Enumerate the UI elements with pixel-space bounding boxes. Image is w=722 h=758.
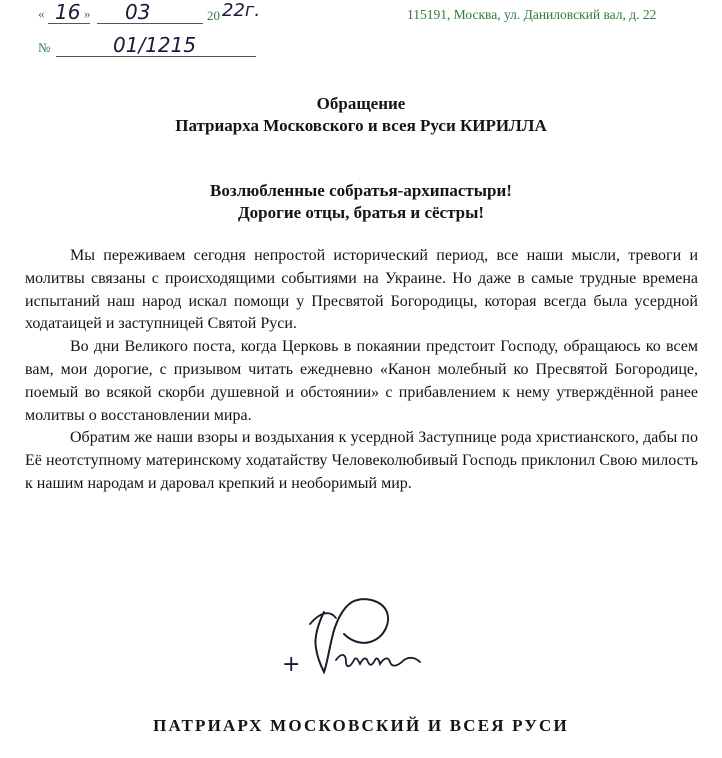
address: 115191, Москва, ул. Даниловский вал, д. 22 <box>407 7 657 22</box>
document-title <box>0 93 722 137</box>
handwritten-signature <box>280 590 440 685</box>
paragraph-1: Мы переживаем сегодня непростой исторический период, все наши мысли, тревоги и молитвы связаны с происходящими событиями на Украине. Но даже в самые трудные времена испытаний наш народ искал помощи у Пресвятой Богородицы, которая всегда была усердной ходатаицей и заступницей Святой Руси. <box>25 247 698 333</box>
signer-title: ПАТРИАРХ МОСКОВСКИЙ И ВСЕЯ РУСИ <box>153 716 569 735</box>
letterhead <box>0 0 722 60</box>
number-line <box>56 56 256 57</box>
paragraph-2: Во дни Великого поста, когда Церковь в покаянии предстоит Господу, обращаюсь ко всем вам, мои дорогие, с призывом читать ежедневно «Канон молебный ко Пресвятой Богородице, поемый во всякой скорби душевной и обстоянии» с прибавлением к нему утверждённой ранее молитвы о восстановлении мира. <box>25 338 698 424</box>
letter-body <box>25 245 698 496</box>
date-month: 03 <box>125 0 151 24</box>
signature-cross: + <box>282 652 301 677</box>
title-line-1: Обращение <box>316 94 406 113</box>
document-number: 01/1215 <box>113 33 197 57</box>
signature-stroke-icon <box>280 590 440 685</box>
date-quote-close: » <box>84 6 91 21</box>
date-month-line <box>97 23 203 24</box>
title-line-2: Патриарха Московского и всея Руси КИРИЛЛА <box>175 116 547 135</box>
date-year-suffix: 22г. <box>222 0 261 21</box>
date-quote-open: « <box>38 6 45 21</box>
date-day-line <box>48 23 90 24</box>
greeting <box>0 180 722 224</box>
date-day: 16 <box>55 0 81 24</box>
number-label: № <box>38 40 51 55</box>
greeting-line-2: Дорогие отцы, братья и сёстры! <box>237 203 485 222</box>
date-year-prefix: 20 <box>207 8 220 23</box>
paragraph-3: Обратим же наши взоры и воздыхания к усердной Заступнице рода христианского, дабы по Её неотступному материнскому ходатайству Человеколюбивый Господь приклонил Свою милость к нашим народам и даровал крепкий и необоримый мир. <box>25 429 698 492</box>
greeting-line-1: Возлюбленные собратья-архипастыри! <box>210 181 512 200</box>
